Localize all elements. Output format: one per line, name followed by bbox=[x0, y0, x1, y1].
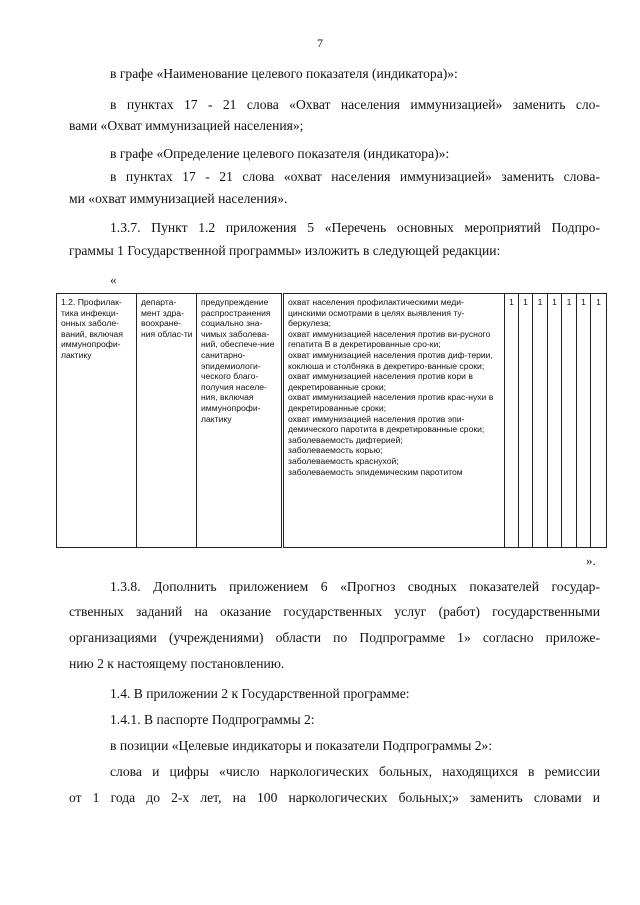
paragraph-1-3-8-line4: нию 2 к настоящему постановлению. bbox=[69, 656, 285, 671]
indicator-item: заболеваемость краснухой; bbox=[288, 455, 399, 466]
value-cell: 1 bbox=[562, 294, 577, 548]
indicator-item: охват иммунизацией населения против кори в декретированные сроки; bbox=[288, 371, 473, 392]
paragraph-definition-line1: в пунктах 17 - 21 слова «охват населения иммунизацией» заменить слова- bbox=[110, 169, 600, 184]
paragraph-1-3-7-line2: граммы 1 Государственной программы» изложить в следующей редакции: bbox=[69, 243, 501, 258]
indicator-item: охват иммунизацией населения против крас-нухи в декретированные сроки; bbox=[288, 392, 494, 413]
value-cell: 1 bbox=[591, 294, 607, 548]
value-cell: 1 bbox=[505, 294, 519, 548]
indicator-item: охват иммунизацией населения против эпи-демического паротита в декретированные сроки; bbox=[288, 413, 485, 435]
indicators-cell bbox=[283, 294, 505, 548]
closing-quote: ». bbox=[586, 553, 596, 568]
indicator-item: заболеваемость эпидемическим паротитом bbox=[288, 466, 463, 477]
paragraph-items-17-21-line1: в пунктах 17 - 21 слова «Охват населения иммунизацией» заменить сло- bbox=[110, 97, 600, 112]
measures-table bbox=[56, 293, 607, 548]
paragraph-1-4-1: 1.4.1. В паспорте Подпрограммы 2: bbox=[110, 712, 315, 727]
paragraph-graph-definition-heading: в графе «Определение целевого показателя (индикатора)»: bbox=[110, 146, 450, 161]
paragraph-1-3-8-line3: организациями (учреждениями) области по Подпрограмме 1» согласно приложе- bbox=[69, 630, 600, 645]
paragraph-words-line2: от 1 года до 2-х лет, на 100 наркологических больных;» заменить словами и bbox=[69, 790, 600, 805]
paragraph-words-line1: слова и цифры «число наркологических больных, находящихся в ремиссии bbox=[110, 764, 600, 779]
page-number: 7 bbox=[317, 36, 323, 50]
indicator-item: заболеваемость корью; bbox=[288, 445, 383, 456]
paragraph-graph-name-heading: в графе «Наименование целевого показателя (индикатора)»: bbox=[110, 66, 458, 81]
paragraph-1-3-7-line1: 1.3.7. Пункт 1.2 приложения 5 «Перечень основных мероприятий Подпро- bbox=[110, 220, 600, 235]
value-cell: 1 bbox=[533, 294, 548, 548]
paragraph-items-17-21-line2: вами «Охват иммунизацией населения»; bbox=[69, 118, 304, 133]
value-cell: 1 bbox=[577, 294, 591, 548]
indicator-item: заболеваемость дифтерией; bbox=[288, 434, 403, 445]
indicator-item: охват иммунизацией населения против ви-русного гепатита В в декретированные сро-ки; bbox=[288, 328, 491, 350]
responsible-cell: департа-мент здра-воохране-ния облас-ти bbox=[137, 294, 197, 548]
paragraph-1-4: 1.4. В приложении 2 к Государственной программе: bbox=[110, 686, 410, 701]
indicator-item: охват иммунизацией населения против диф-терии, коклюша и столбняка в декретиро-ванные сроки; bbox=[288, 349, 493, 371]
expected-result-cell: предупреждение распространения социально зна-чимых заболева-ний, обеспече-ние санитарно-эпидемиологи-ческого благо-получия населе-ния, включая иммунопрофи-лактику bbox=[197, 294, 283, 548]
paragraph-definition-line2: ми «охват иммунизацией населения». bbox=[69, 191, 288, 206]
opening-quote: « bbox=[110, 272, 117, 287]
paragraph-position: в позиции «Целевые индикаторы и показатели Подпрограммы 2»: bbox=[110, 738, 493, 753]
measure-name-cell: 1.2. Профилак-тика инфекци-онных заболе-ваний, включая иммунопрофи-лактику bbox=[57, 294, 137, 548]
indicator-item: охват населения профилактическими меди-цинскими осмотрами в целях выявления ту-беркулеза; bbox=[288, 297, 465, 329]
table-row bbox=[57, 294, 607, 548]
paragraph-1-3-8-line2: ственных заданий на оказание государственных услуг (работ) государственными bbox=[69, 604, 600, 619]
value-cell: 1 bbox=[548, 294, 562, 548]
value-cell: 1 bbox=[519, 294, 533, 548]
paragraph-1-3-8-line1: 1.3.8. Дополнить приложением 6 «Прогноз сводных показателей государ- bbox=[110, 579, 600, 594]
